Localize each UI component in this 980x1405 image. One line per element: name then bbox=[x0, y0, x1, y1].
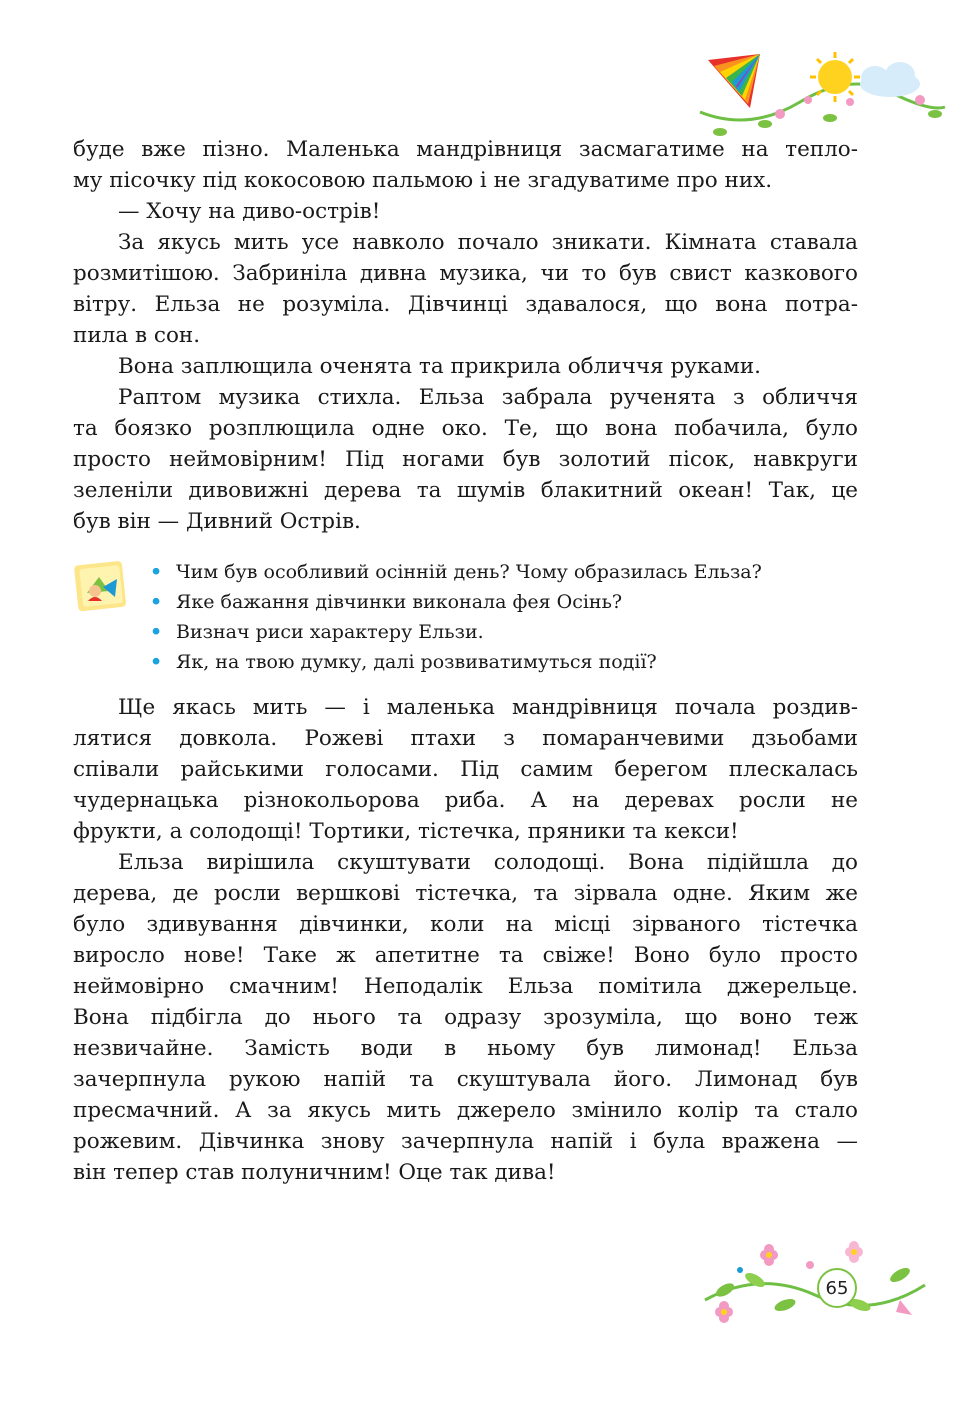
text-line: фрукти, а солодощі! Тортики, тістечка, пряники та кекси! bbox=[73, 819, 739, 844]
flowers-icon bbox=[700, 1240, 930, 1330]
text-block-1 bbox=[73, 134, 858, 537]
text-line: чудернацька різнокольорова риба. А на деревах росли не bbox=[73, 788, 858, 813]
text-line: — Хочу на диво-острів! bbox=[118, 199, 381, 224]
cloud-icon bbox=[860, 62, 920, 97]
text-line: співали райськими голосами. Під самим берегом плескалась bbox=[73, 757, 858, 782]
text-line: рожевим. Дівчинка знову зачерпнула напій і була вражена — bbox=[73, 1129, 858, 1154]
sun-icon bbox=[810, 52, 860, 102]
questions-list bbox=[148, 557, 868, 677]
question-text: Яке бажання дівчинки виконала фея Осінь? bbox=[176, 591, 623, 613]
page-number: 65 bbox=[817, 1268, 857, 1308]
text-line: му пісочку під кокосовою пальмою і не згадуватиме про них. bbox=[73, 168, 773, 193]
question-item: • Яке бажання дівчинки виконала фея Осінь? bbox=[150, 591, 623, 613]
text-line: зачерпнула рукою напій та скуштувала його. Лимонад був bbox=[73, 1067, 858, 1092]
text-line: Вона заплющила оченята та прикрила обличчя руками. bbox=[118, 354, 761, 379]
text-line: Раптом музика стихла. Ельза забрала рученята з обличчя bbox=[118, 385, 858, 410]
question-text: Чим був особливий осінній день? Чому образилась Ельза? bbox=[176, 561, 762, 583]
text-block-2 bbox=[73, 692, 858, 1188]
text-line: буде вже пізно. Маленька мандрівниця засмагатиме на тепло- bbox=[73, 137, 858, 162]
text-line: розмитішою. Забриніла дивна музика, чи то був свист казкового bbox=[73, 261, 858, 286]
text-line: Ельза вирішила скуштувати солодощі. Вона підійшла до bbox=[118, 850, 858, 875]
question-item: • Визнач риси характеру Ельзи. bbox=[150, 621, 484, 643]
text-line: зеленіли дивовижні дерева та шумів блакитний океан! Так, це bbox=[73, 478, 858, 503]
text-line: лятися довкола. Рожеві птахи з помаранчевими дзьобами bbox=[73, 726, 858, 751]
text-line: виросло нове! Таке ж апетитне та свіже! Воно було просто bbox=[73, 943, 858, 968]
text-line: пила в сон. bbox=[73, 323, 201, 348]
question-task-icon bbox=[73, 557, 129, 613]
text-line: За якусь мить усе навколо почало зникати. Кімната ставала bbox=[118, 230, 858, 255]
question-item: • Чим був особливий осінній день? Чому образилась Ельза? bbox=[150, 561, 762, 583]
text-line: пресмачний. А за якусь мить джерело змінило колір та стало bbox=[73, 1098, 858, 1123]
text-line: він тепер став полуничним! Оце так дива! bbox=[73, 1160, 556, 1185]
text-line: було здивування дівчинки, коли на місці зірваного тістечка bbox=[73, 912, 858, 937]
text-line: незвичайне. Замість води в ньому був лимонад! Ельза bbox=[73, 1036, 858, 1061]
text-line: Ще якась мить — і маленька мандрівниця почала роздив- bbox=[118, 695, 858, 720]
text-line: просто неймовірним! Під ногами був золотий пісок, навкруги bbox=[73, 447, 858, 472]
text-line: та боязко розплющила одне око. Те, що вона побачила, було bbox=[73, 416, 858, 441]
question-item: • Як, на твою думку, далі розвиватимуться події? bbox=[150, 651, 657, 673]
text-line: неймовірно смачним! Неподалік Ельза помітила джерельце. bbox=[73, 974, 858, 999]
text-line: Вона підбігла до нього та одразу зрозуміла, що воно теж bbox=[73, 1005, 858, 1030]
question-text: Визнач риси характеру Ельзи. bbox=[176, 621, 484, 643]
text-line: вітру. Ельза не розуміла. Дівчинці здавалося, що вона потра- bbox=[73, 292, 858, 317]
text-line: дерева, де росли вершкові тістечка, та зірвала одне. Яким же bbox=[73, 881, 858, 906]
question-text: Як, на твою думку, далі розвиватимуться події? bbox=[176, 651, 657, 673]
rainbow-kite-icon bbox=[690, 52, 950, 142]
text-line: був він — Дивний Острів. bbox=[73, 509, 361, 534]
